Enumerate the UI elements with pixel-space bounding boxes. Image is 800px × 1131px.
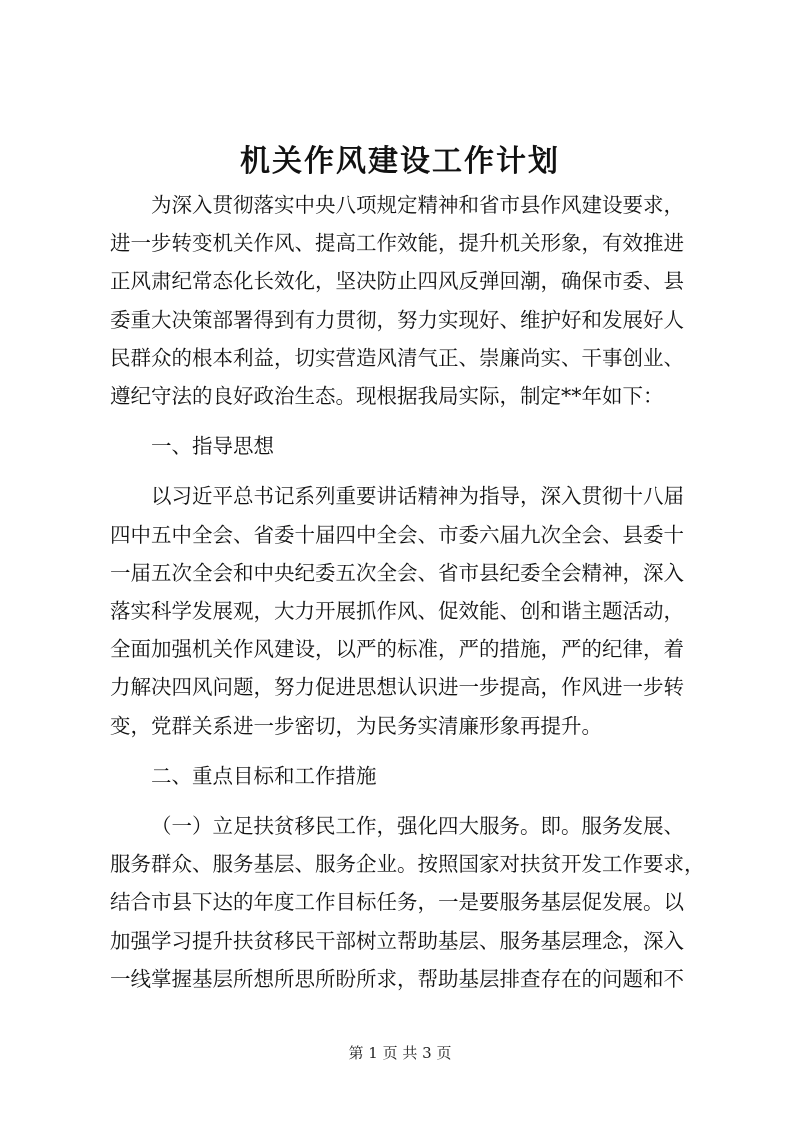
- page-footer: 第 1 页 共 3 页: [348, 1044, 452, 1062]
- section-2-heading: 二、重点目标和工作措施: [151, 763, 377, 788]
- section-1-paragraph: 以习近平总书记系列重要讲话精神为指导，深入贯彻十八届 四中五中全会、省委十届四中全会、市委六届九次全会、县委十 一届五次全会和中央纪委五次全会、省市县纪委全会精神，深入 落实科学发展观，大力开展抓作风、促效能、创和谐主题活动， 全面加强机关作风建设，以严的标准，严的措施，严的纪律，着 力解决四风问题，努力促进思想认识进一步提高，作风进一步转 变，党群关系进一步密切，为民务实清廉形象再提升。: [110, 484, 684, 738]
- document-title: 机关作风建设工作计划: [240, 144, 560, 179]
- paragraph-gap: [110, 795, 715, 807]
- paragraph-gap: [110, 745, 715, 757]
- intro-paragraph: 为深入贯彻落实中央八项规定精神和省市县作风建设要求， 进一步转变机关作风、提高工作效能，提升机关形象，有效推进 正风肃纪常态化长效化，坚决防止四风反弹回潮，确保市委、县 委重大决策部署得到有力贯彻，努力实现好、维护好和发展好人 民群众的根本利益，切实营造风清气正、崇廉尚实、干事创业、 遵纪守法的良好政治生态。现根据我局实际，制定**年如下：: [110, 193, 684, 409]
- paragraph-gap: [110, 415, 715, 427]
- paragraph-gap: [110, 465, 715, 477]
- section-2-paragraph: （一）立足扶贫移民工作，强化四大服务。即。服务发展、 服务群众、服务基层、服务企业。按照国家对扶贫开发工作要求， 结合市县下达的年度工作目标任务，一是要服务基层促发展。以 加强学习提升扶贫移民干部树立帮助基层、服务基层理念，深入 一线掌握基层所想所思所盼所求，帮助基层排查存在的问题和不: [110, 814, 705, 991]
- section-1-heading: 一、指导思想: [151, 434, 274, 459]
- document-body: [110, 186, 715, 998]
